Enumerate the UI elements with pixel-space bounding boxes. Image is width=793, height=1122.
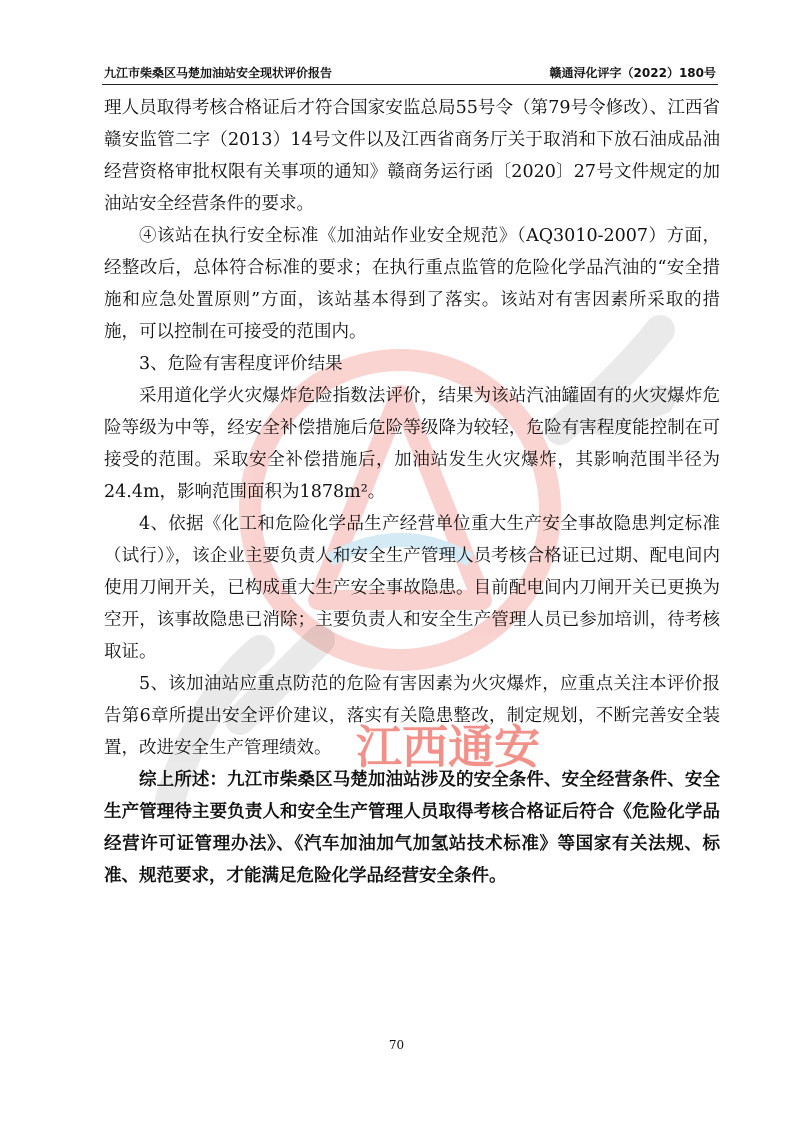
header-report-title: 九江市柴桑区马楚加油站安全现状评价报告	[104, 66, 333, 80]
paragraph-conclusion: 综上所述：九江市柴桑区马楚加油站涉及的安全条件、安全经营条件、安全生产管理待主要负责人和安全生产管理人员取得考核合格证后符合《危险化学品经营许可证管理办法》、《汽车加油加气加氢站技术标准》等国家有关法规、标准、规范要求，才能满足危险化学品经营安全条件。	[104, 770, 720, 886]
watermark-text: 江西通安	[356, 720, 540, 774]
paragraph-standard-compliance: ④该站在执行安全标准《加油站作业安全规范》（AQ3010-2007）方面，经整改后，总体符合标准的要求；在执行重点监管的危险化学品汽油的“安全措施和应急处置原则”方面，该站基本得到了落实。该站对有害因素所采取的措施，可以控制在可接受的范围内。	[104, 226, 720, 342]
page-number: 70	[388, 1038, 405, 1052]
paragraph-continuation: 理人员取得考核合格证后才符合国家安监总局55号令（第79号令修改）、江西省赣安监管二字（2013）14号文件以及江西省商务厅关于取消和下放石油成品油经营资格审批权限有关事项的通知》赣商务运行函〔2020〕27号文件规定的加油站安全经营条件的要求。	[104, 98, 720, 214]
page-header	[102, 62, 718, 85]
header-document-number: 赣通浔化评字（2022）180号	[549, 66, 716, 80]
paragraph-hazard-index: 采用道化学火灾爆炸危险指数法评价，结果为该站汽油罐固有的火灾爆炸危险等级为中等，经安全补偿措施后危险等级降为较轻，危险有害程度能控制在可接受的范围。采取安全补偿措施后，加油站发生火灾爆炸，其影响范围半径为24.4m，影响范围面积为1878m²。	[104, 386, 720, 502]
document-body	[104, 92, 720, 892]
section-heading-hazard-result: 3、危险有害程度评价结果	[139, 354, 343, 374]
paragraph-key-prevention: 5、该加油站应重点防范的危险有害因素为火灾爆炸，应重点关注本评价报告第6章所提出安全评价建议，落实有关隐患整改，制定规划，不断完善安全装置，改进安全生产管理绩效。	[104, 674, 720, 758]
paragraph-major-hazard: 4、依据《化工和危险化学品生产经营单位重大生产安全事故隐患判定标准（试行）》，该企业主要负责人和安全生产管理人员考核合格证已过期、配电间内使用刀闸开关，已构成重大生产安全事故隐患。目前配电间内刀闸开关已更换为空开，该事故隐患已消除；主要负责人和安全生产管理人员已参加培训，待考核取证。	[104, 514, 720, 662]
